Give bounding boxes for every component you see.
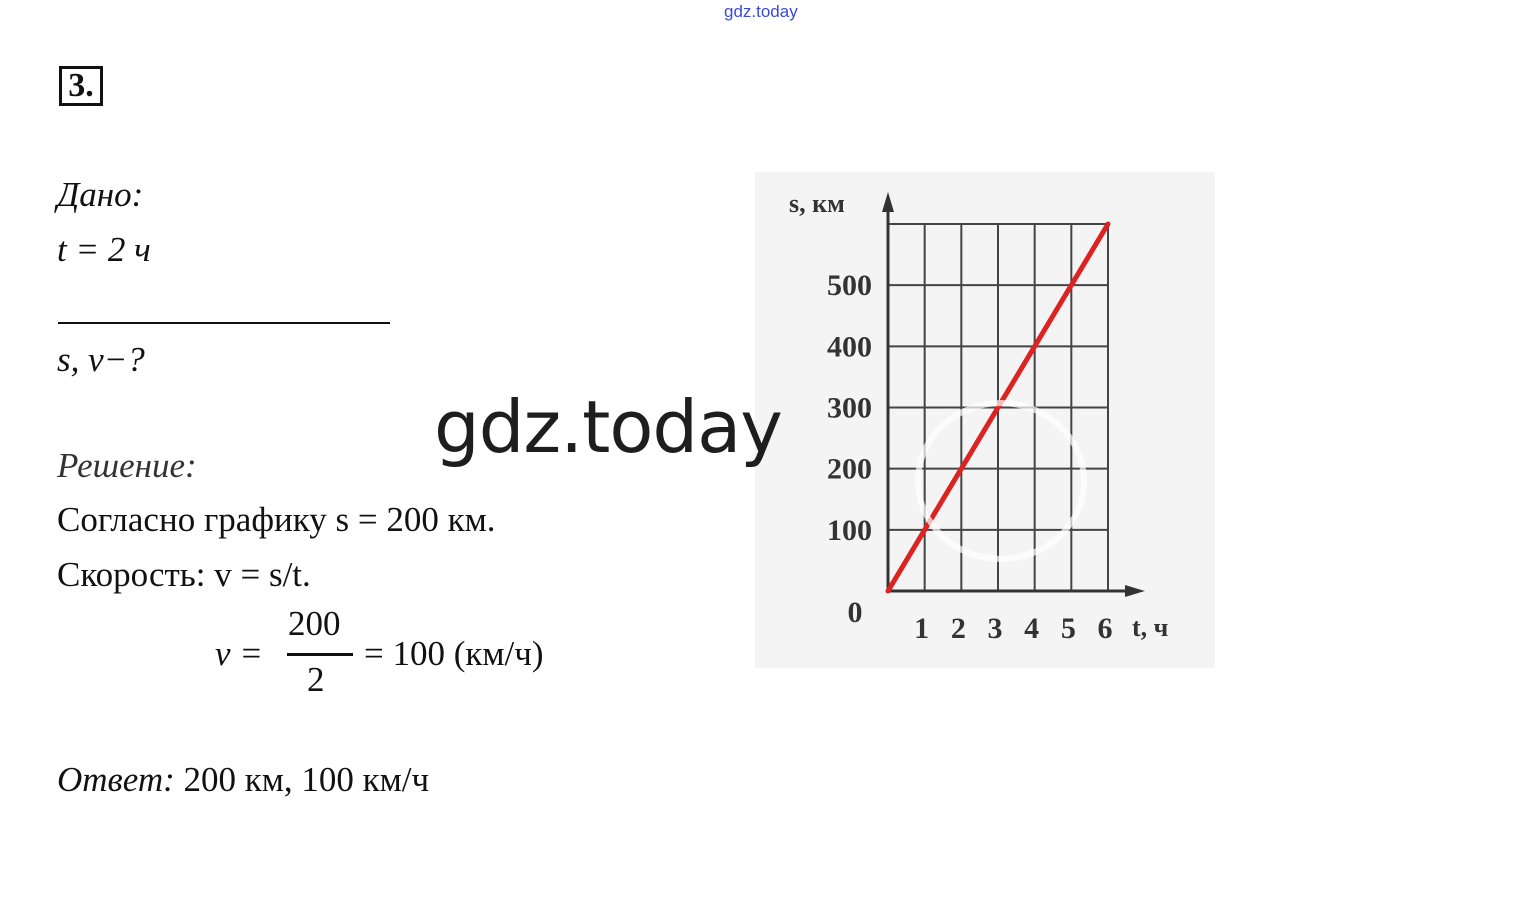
y-tick-label: 400 [827,330,872,364]
given-value: t = 2 ч [57,230,151,269]
y-tick-label: 100 [827,513,872,547]
watermark-ring [915,400,1087,562]
formula-result: = 100 (км/ч) [364,634,544,673]
y-axis-label: s, км [789,189,845,218]
center-watermark: gdz.today [434,385,782,469]
y-tick-label: 200 [827,452,872,486]
find-line: s, v−? [57,340,145,379]
x-tick-label: 3 [987,612,1003,645]
formula-fraction-bar [287,653,353,656]
answer-label: Ответ: [57,760,175,799]
y-tick-label: 300 [827,391,872,425]
given-heading: Дано: [57,175,144,214]
x-tick-label: 4 [1024,612,1040,645]
solution-line-2: Скорость: v = s/t. [57,555,311,594]
y-tick-label: 500 [827,269,872,303]
formula-denominator: 2 [307,660,325,699]
answer-text: 200 км, 100 км/ч [174,760,430,799]
problem-number: 3. [59,66,103,106]
x-tick-label: 6 [1097,612,1113,645]
y-axis-arrow [882,192,894,212]
x-tick-label: 5 [1060,612,1076,645]
origin-label: 0 [847,596,863,629]
given-divider [58,322,390,324]
formula-numerator: 200 [288,604,341,643]
answer-line [57,760,429,800]
top-watermark: gdz.today [724,2,798,21]
solution-line-1: Согласно графику s = 200 км. [57,500,496,539]
solution-heading: Решение: [57,446,197,485]
x-axis-label: t, ч [1132,613,1169,642]
x-tick-label: 1 [914,612,930,645]
x-axis-arrow [1125,585,1145,597]
formula-lhs: v = [215,634,263,673]
x-tick-label: 2 [950,612,966,645]
